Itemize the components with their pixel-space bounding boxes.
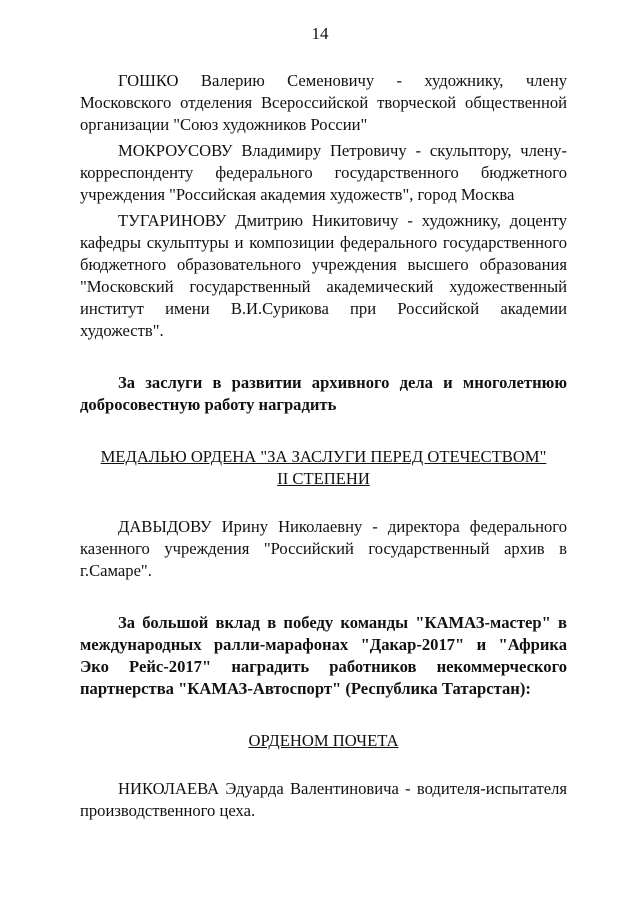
section1-heading-line1: МЕДАЛЬЮ ОРДЕНА "ЗА ЗАСЛУГИ ПЕРЕД ОТЕЧЕСТВОМ" xyxy=(100,447,547,466)
section2-heading: ОРДЕНОМ ПОЧЕТА xyxy=(248,731,399,750)
page-number: 14 xyxy=(311,24,329,43)
award-recipient-nikolaev: НИКОЛАЕВА Эдуарда Валентиновича - водителя-испытателя производственного цеха. xyxy=(80,779,567,820)
award-recipient-tugarinov: ТУГАРИНОВУ Дмитрию Никитовичу - художнику, доценту кафедры скульптуры и композиции федерального государственного бюджетного образовательного учреждения высшего образования "Московский государственный академический художественный институт имени В.И.Сурикова при Российской академии художеств". xyxy=(80,211,567,340)
section1-heading-line2: II СТЕПЕНИ xyxy=(277,469,370,488)
document-body xyxy=(80,70,567,826)
award-recipient-goshko: ГОШКО Валерию Семеновичу - художнику, члену Московского отделения Всероссийской творческой общественной организации "Союз художников России" xyxy=(80,71,567,134)
award-recipient-davydova: ДАВЫДОВУ Ирину Николаевну - директора федерального казенного учреждения "Российский государственный архив в г.Самаре". xyxy=(80,517,567,580)
section2-intro: За большой вклад в победу команды "КАМАЗ-мастер" в международных ралли-марафонах "Дакар-2017" и "Африка Эко Рейс-2017" наградить работников некоммерческого партнерства "КАМАЗ-Автоспорт" (Республика Татарстан): xyxy=(80,613,567,698)
award-recipient-mokrousov: МОКРОУСОВУ Владимиру Петровичу - скульптору, члену-корреспонденту федерального государственного бюджетного учреждения "Российская академия художеств", город Москва xyxy=(80,141,567,204)
section1-intro: За заслуги в развитии архивного дела и многолетнюю добросовестную работу наградить xyxy=(80,373,567,414)
